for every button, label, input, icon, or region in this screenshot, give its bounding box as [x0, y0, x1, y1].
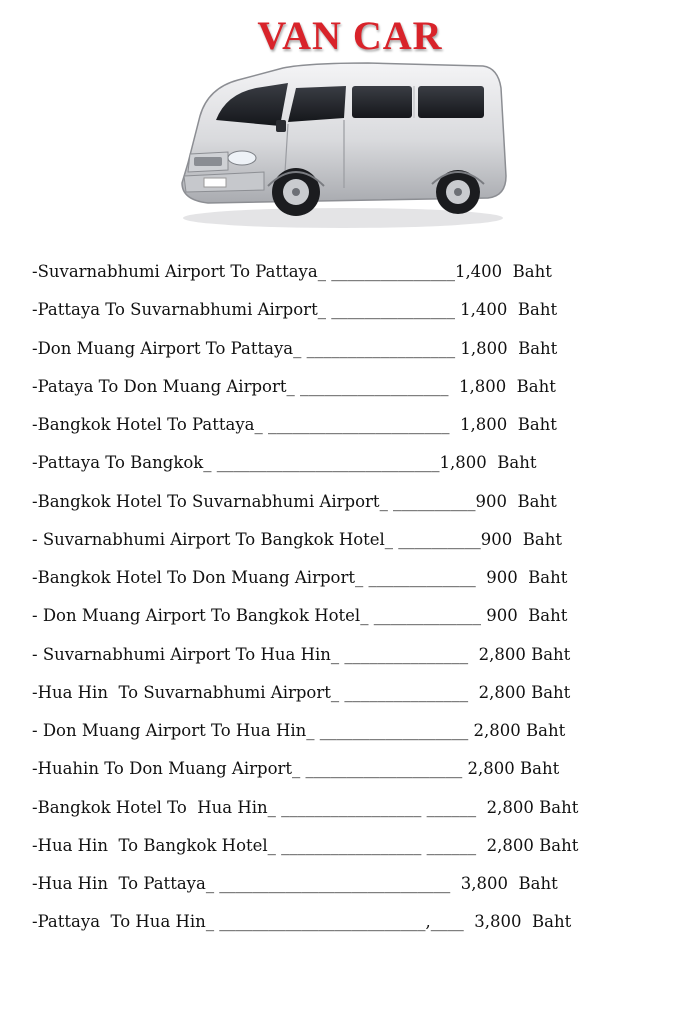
list-item: -Pattaya To Suvarnabhumi Airport_ _______________ 1,400 Baht — [32, 300, 558, 320]
list-item: -Hua Hin To Bangkok Hotel_ _________________ ______ 2,800 Baht — [32, 835, 579, 855]
list-item: -Bangkok Hotel To Pattaya_ ______________________ 1,800 Baht — [32, 415, 557, 434]
list-item: - Suvarnabhumi Airport To Bangkok Hotel_ __________900 Baht — [32, 529, 563, 549]
list-item: - Suvarnabhumi Airport To Hua Hin_ _______________ 2,800 Baht — [32, 644, 571, 664]
list-item: - Don Muang Airport To Hua Hin_ __________________ 2,800 Baht — [32, 721, 566, 740]
page-title: VAN CAR — [257, 13, 443, 58]
list-item: -Huahin To Don Muang Airport_ ___________________ 2,800 Baht — [32, 759, 560, 779]
list-item: -Bangkok Hotel To Don Muang Airport_ _____________ 900 Baht — [32, 568, 568, 587]
list-item: -Suvarnabhumi Airport To Pattaya_ _______________1,400 Baht — [32, 262, 552, 281]
list-item: - Don Muang Airport To Bangkok Hotel_ _____________ 900 Baht — [32, 606, 568, 626]
list-item: -Hua Hin To Suvarnabhumi Airport_ _______________ 2,800 Baht — [32, 682, 571, 702]
van-illustration — [168, 58, 518, 233]
list-item: -Pattaya To Bangkok_ ___________________________1,800 Baht — [32, 453, 537, 473]
list-item: -Don Muang Airport To Pattaya_ __________________ 1,800 Baht — [32, 338, 558, 358]
list-item: -Bangkok Hotel To Hua Hin_ _________________ ______ 2,800 Baht — [32, 797, 579, 817]
list-item: -Hua Hin To Pattaya_ ____________________________ 3,800 Baht — [32, 874, 558, 893]
list-item: -Pattaya To Hua Hin_ _________________________,____ 3,800 Baht — [32, 912, 572, 932]
price-list — [32, 260, 672, 949]
list-item: -Bangkok Hotel To Suvarnabhumi Airport_ __________900 Baht — [32, 491, 557, 511]
list-item: -Pataya To Don Muang Airport_ __________________ 1,800 Baht — [32, 376, 556, 396]
